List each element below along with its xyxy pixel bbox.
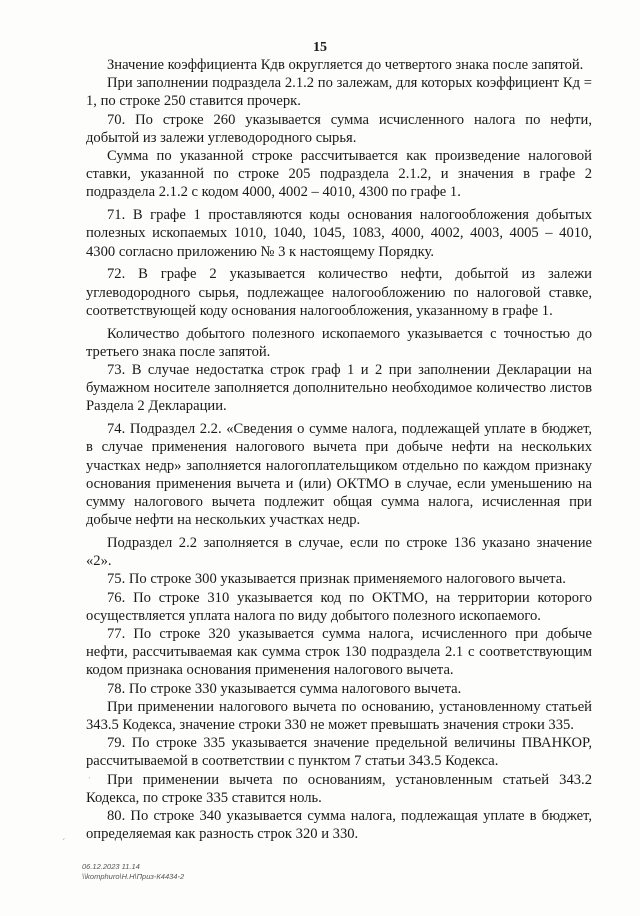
paragraph: 76. По строке 310 указывается код по ОКТМО, на территории которого осуществляется уплата налога по виду добытого полезного ископаемого.	[86, 589, 592, 624]
paragraph: 79. По строке 335 указывается значение предельной величины ПВАНКОР, рассчитываемой в соответствии с пунктом 7 статьи 343.5 Кодекса.	[86, 735, 592, 770]
file-stamp	[82, 862, 184, 882]
scan-speck: ˌ	[88, 768, 92, 779]
paragraph: При заполнении подраздела 2.1.2 по залежам, для которых коэффициент Кд = 1, по строке 250 ставится прочерк.	[86, 75, 592, 110]
file-stamp-date: 06.12.2023 11.14	[82, 862, 140, 871]
paragraph: 80. По строке 340 указывается сумма налога, подлежащая уплате в бюджет, определяемая как разность строк 320 и 330.	[86, 808, 592, 843]
paragraph: 78. По строке 330 указывается сумма налогового вычета.	[107, 680, 462, 697]
paragraph: 70. По строке 260 указывается сумма исчисленного налога по нефти, добытой из залежи углеводородного сырья.	[86, 111, 592, 146]
paragraph: Сумма по указанной строке рассчитывается как произведение налоговой ставки, указанной по строке 205 подраздела 2.1.2, и значения в графе 2 подраздела 2.1.2 с кодом 4000, 4002 – 4010, 4300 по графе 1.	[86, 148, 592, 201]
paragraph: Подраздел 2.2 заполняется в случае, если по строке 136 указано значение «2».	[86, 535, 592, 570]
paragraph: При применении вычета по основаниям, установленным статьей 343.2 Кодекса, по строке 335 ставится ноль.	[86, 771, 592, 806]
paragraph: 75. По строке 300 указывается признак применяемого налогового вычета.	[107, 571, 566, 588]
paragraph: Количество добытого полезного ископаемого указывается с точностью до третьего знака после запятой.	[86, 325, 592, 360]
paragraph: 74. Подраздел 2.2. «Сведения о сумме налога, подлежащей уплате в бюджет, в случае применения налогового вычета при добыче нефти на нескольких участках недр» заполняется налогоплательщиком отдельно по каждом признаку основания применения вычета и (или) ОКТМО в случае, если уменьшению на сумму налогового вычета подлежит общая сумма налога, исчисленная при добыче нефти на нескольких участках недр.	[86, 421, 592, 529]
paragraph: 77. По строке 320 указывается сумма налога, исчисленного при добыче нефти, рассчитываемая как сумма строк 130 подраздела 2.1 с соответствующим кодом признака основания применения налогового вычета.	[86, 626, 592, 679]
paragraph: При применении налогового вычета по основанию, установленному статьей 343.5 Кодекса, значение строки 330 не может превышать значения строки 335.	[86, 698, 592, 734]
paragraph: 71. В графе 1 проставляются коды основания налогообложения добытых полезных ископаемых 1010, 1040, 1045, 1083, 4000, 4002, 4003, 4005 – 4010, 4300 согласно приложению № 3 к настоящему Порядку.	[86, 207, 592, 260]
document-body	[86, 56, 592, 844]
scan-speck: ˊ	[62, 838, 66, 849]
file-stamp-path: \\komphuro\Н.Н\Приз-К4434-2	[82, 872, 185, 881]
paragraph: 72. В графе 2 указывается количество нефти, добытой из залежи углеводородного сырья, подлежащее налогообложению по налоговой ставке, соответствующей коду основания налогообложения, указанному в графе 1.	[86, 266, 592, 319]
page-number: 15	[313, 40, 327, 55]
paragraph: 73. В случае недостатка строк граф 1 и 2 при заполнении Декларации на бумажном носителе заполняется дополнительно необходимое количество листов Раздела 2 Декларации.	[86, 362, 592, 415]
paragraph: Значение коэффициента Кдв округляется до четвертого знака после запятой.	[107, 57, 584, 73]
